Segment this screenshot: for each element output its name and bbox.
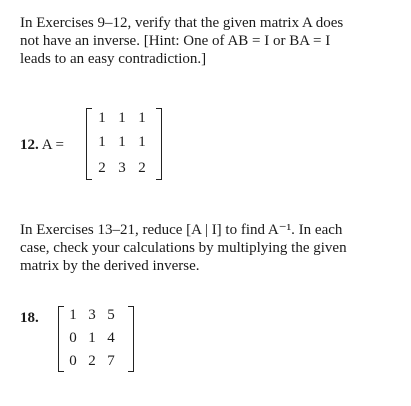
exercise-number: 12. [20, 137, 39, 153]
instructions-paragraph-2 [20, 221, 390, 275]
left-bracket [58, 306, 64, 372]
matrix-cell: 1 [98, 110, 106, 126]
text-line: not have an inverse. [Hint: One of AB = I or BA = I [20, 33, 331, 49]
matrix-cell: 7 [107, 353, 115, 369]
matrix-cell: 2 [88, 353, 96, 369]
exercise-18-label [20, 310, 39, 327]
matrix-cell: 3 [118, 160, 126, 176]
matrix-cell: 1 [98, 134, 106, 150]
instructions-paragraph-1 [20, 14, 380, 68]
matrix-cell: 1 [118, 110, 126, 126]
matrix-cell: 1 [138, 134, 146, 150]
matrix-cell: 0 [69, 353, 77, 369]
matrix-cell: 1 [118, 134, 126, 150]
matrix-cell: 0 [69, 330, 77, 346]
matrix-cell: 1 [138, 110, 146, 126]
right-bracket [128, 306, 134, 372]
text-line: In Exercises 13–21, reduce [A | I] to find A⁻¹. In each [20, 222, 343, 238]
matrix-cell: 1 [88, 330, 96, 346]
right-bracket [156, 108, 162, 180]
matrix-cell: 2 [98, 160, 106, 176]
matrix-cell: 1 [69, 307, 77, 323]
text-line: case, check your calculations by multiplying the given [20, 240, 347, 256]
matrix-18 [58, 306, 134, 372]
text-line: matrix by the derived inverse. [20, 258, 200, 274]
text-line: leads to an easy contradiction.] [20, 51, 207, 67]
left-bracket [86, 108, 92, 180]
exercise-12-label [20, 137, 64, 154]
matrix-cell: 2 [138, 160, 146, 176]
matrix-cell: 5 [107, 307, 115, 323]
matrix-a [86, 108, 162, 180]
matrix-lhs: A = [41, 137, 64, 153]
matrix-cell: 4 [107, 330, 115, 346]
exercise-number: 18. [20, 310, 39, 326]
text-line: In Exercises 9–12, verify that the given matrix A does [20, 15, 344, 31]
matrix-cell: 3 [88, 307, 96, 323]
